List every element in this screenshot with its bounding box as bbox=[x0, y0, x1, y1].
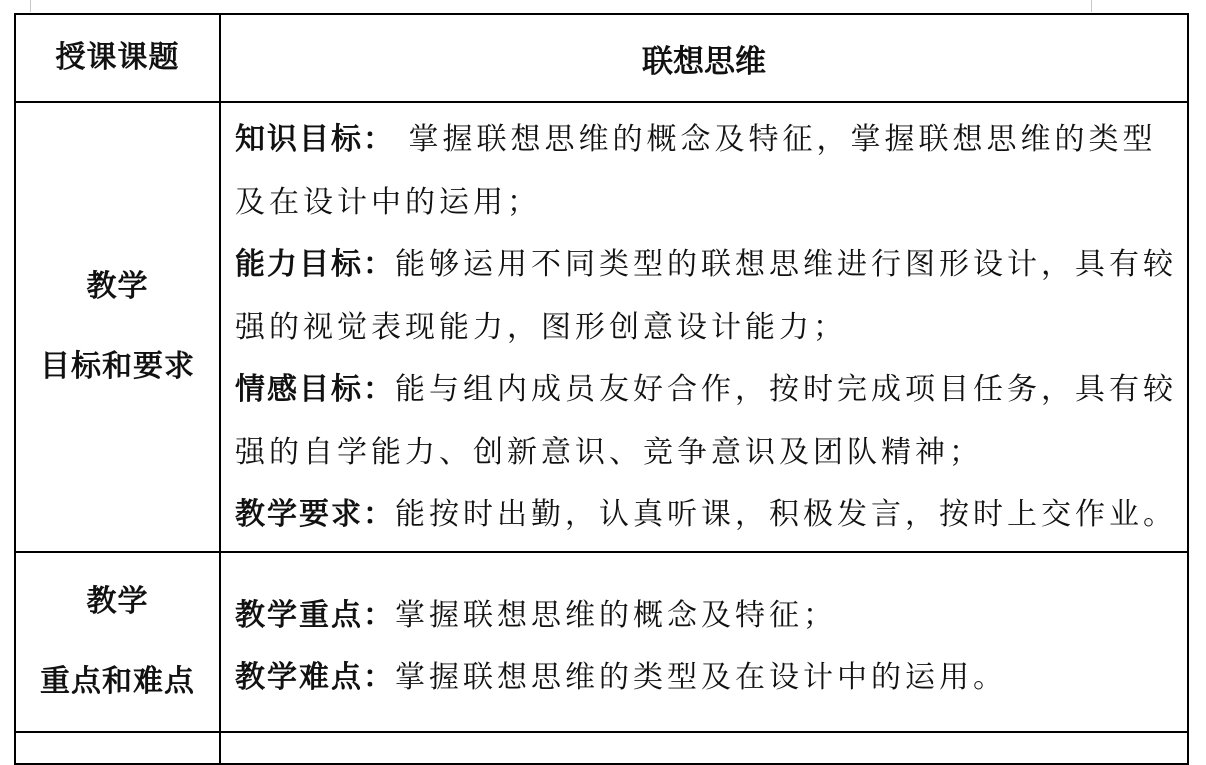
page-corner-mark-left bbox=[30, 0, 31, 12]
topic-row bbox=[15, 14, 1188, 102]
teaching-focus-text: 掌握联想思维的概念及特征； bbox=[395, 597, 837, 633]
teaching-focus-key: 教学重点： bbox=[235, 597, 395, 633]
objectives-label-line-1: 教学 bbox=[86, 268, 149, 304]
next-row-partial bbox=[15, 732, 1188, 764]
keypoints-content-cell bbox=[220, 552, 1188, 732]
objectives-label-cell bbox=[15, 102, 220, 552]
teaching-focus bbox=[235, 585, 1177, 647]
ability-objective-key: 能力目标： bbox=[235, 247, 395, 282]
objectives-content-cell bbox=[220, 102, 1188, 552]
knowledge-objective bbox=[235, 109, 1177, 234]
topic-label-cell bbox=[15, 14, 220, 102]
keypoints-label-line-1: 教学 bbox=[86, 583, 149, 619]
emotion-objective bbox=[235, 359, 1177, 484]
ability-objective-text: 能够运用不同类型的联想思维进行图形设计，具有较强的视觉表现能力，图形创意设计能力； bbox=[235, 247, 1177, 345]
lesson-plan-table bbox=[14, 13, 1189, 765]
knowledge-objective-key: 知识目标： bbox=[235, 122, 395, 157]
objectives-row bbox=[15, 102, 1188, 552]
keypoints-row bbox=[15, 552, 1188, 732]
teaching-requirement-text: 能按时出勤，认真听课，积极发言，按时上交作业。 bbox=[395, 497, 1177, 532]
topic-title-cell bbox=[220, 14, 1188, 102]
page-corner-mark-right bbox=[1091, 0, 1092, 12]
keypoints-label-cell bbox=[15, 552, 220, 732]
topic-label: 授课课题 bbox=[55, 40, 180, 75]
teaching-requirement bbox=[235, 484, 1177, 547]
keypoints-label-line-2: 重点和难点 bbox=[40, 663, 195, 699]
knowledge-objective-text: 掌握联想思维的概念及特征，掌握联想思维的类型及在设计中的运用； bbox=[235, 122, 1157, 220]
next-row-content-cell bbox=[220, 732, 1188, 764]
ability-objective bbox=[235, 234, 1177, 359]
teaching-requirement-key: 教学要求： bbox=[235, 497, 395, 532]
topic-title: 联想思维 bbox=[642, 43, 766, 80]
teaching-difficulty-text: 掌握联想思维的类型及在设计中的运用。 bbox=[395, 659, 1007, 695]
teaching-difficulty bbox=[235, 647, 1177, 709]
teaching-difficulty-key: 教学难点： bbox=[235, 659, 395, 695]
emotion-objective-text: 能与组内成员友好合作，按时完成项目任务，具有较强的自学能力、创新意识、竞争意识及团队精神； bbox=[235, 372, 1177, 470]
next-row-label-cell bbox=[15, 732, 220, 764]
objectives-label-line-2: 目标和要求 bbox=[40, 348, 195, 384]
emotion-objective-key: 情感目标： bbox=[235, 372, 395, 407]
